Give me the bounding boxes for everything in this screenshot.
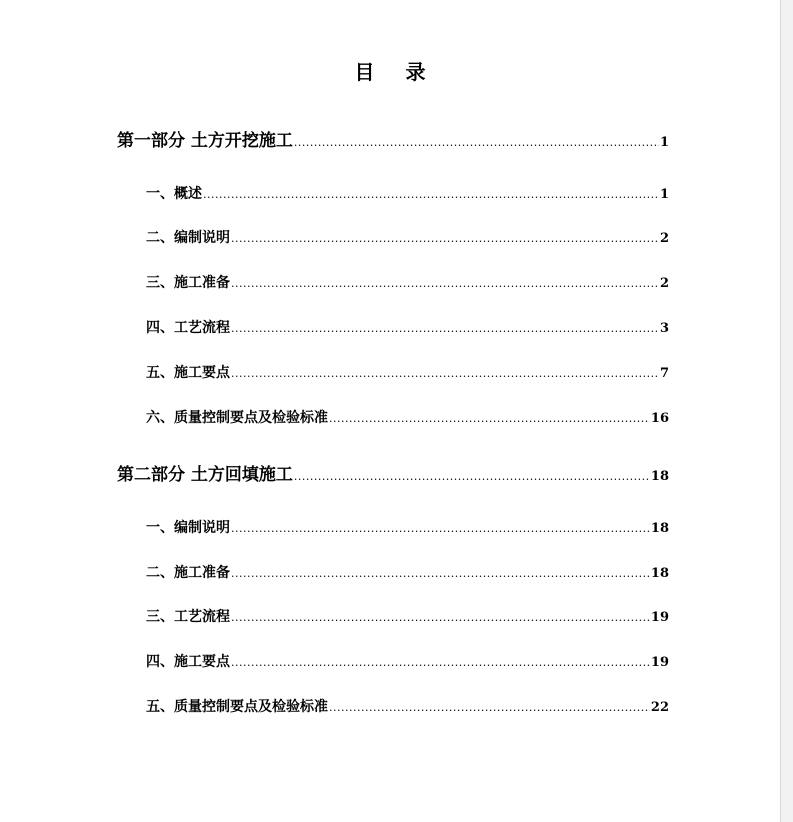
toc-entry-part-2[interactable] — [117, 460, 669, 485]
toc-entry-2-1[interactable] — [146, 517, 669, 537]
toc-dot-leader — [231, 522, 650, 535]
toc-entry-2-5[interactable] — [146, 696, 669, 716]
toc-entry-1-1[interactable] — [146, 183, 669, 203]
toc-entry-page: 2 — [659, 231, 669, 246]
toc-entry-page: 1 — [659, 135, 669, 150]
toc-dot-leader — [231, 656, 650, 669]
toc-entry-page: 18 — [650, 521, 669, 536]
toc-entry-2-4[interactable] — [146, 651, 669, 671]
toc-entry-label: 二、编制说明 — [146, 230, 230, 246]
toc-entry-page: 16 — [650, 411, 669, 426]
toc-entry-page: 2 — [659, 276, 669, 291]
toc-entry-page: 22 — [650, 700, 669, 715]
toc-entry-1-5[interactable] — [146, 362, 669, 382]
toc-entry-label: 四、工艺流程 — [146, 320, 230, 336]
toc-dot-leader — [231, 611, 650, 624]
page-title: 目 录 — [354, 60, 438, 84]
toc-entry-1-6[interactable] — [146, 407, 669, 427]
toc-dot-leader — [231, 322, 659, 335]
toc-dot-leader — [203, 188, 659, 201]
toc-dot-leader — [294, 136, 659, 149]
toc-entry-label: 五、质量控制要点及检验标准 — [146, 699, 328, 715]
toc-entry-label: 二、施工准备 — [146, 565, 230, 581]
toc-entry-page: 3 — [659, 321, 669, 336]
toc-dot-leader — [329, 701, 650, 714]
toc-entry-page: 19 — [650, 610, 669, 625]
toc-entry-part-1[interactable] — [117, 126, 669, 151]
toc-dot-leader — [231, 367, 659, 380]
toc-entry-label: 一、编制说明 — [146, 520, 230, 536]
toc-entry-label: 三、工艺流程 — [146, 609, 230, 625]
toc-entry-label: 第一部分 土方开挖施工 — [117, 131, 293, 151]
toc-entry-1-4[interactable] — [146, 317, 669, 337]
toc-dot-leader — [329, 412, 650, 425]
toc-entry-label: 五、施工要点 — [146, 365, 230, 381]
toc-entry-label: 一、概述 — [146, 186, 202, 202]
toc-entry-page: 18 — [650, 469, 669, 484]
toc-entry-2-2[interactable] — [146, 562, 669, 582]
toc-entry-1-3[interactable] — [146, 272, 669, 292]
toc-entry-page: 19 — [650, 655, 669, 670]
toc-entry-page: 1 — [659, 187, 669, 202]
toc-entry-page: 7 — [659, 366, 669, 381]
toc-entry-label: 四、施工要点 — [146, 654, 230, 670]
toc-entry-1-2[interactable] — [146, 227, 669, 247]
toc-dot-leader — [294, 470, 650, 483]
viewer-scroll-edge[interactable] — [780, 0, 793, 822]
toc-entry-label: 第二部分 土方回填施工 — [117, 465, 293, 485]
toc-entry-page: 18 — [650, 566, 669, 581]
toc-dot-leader — [231, 277, 659, 290]
toc-dot-leader — [231, 232, 659, 245]
toc-dot-leader — [231, 567, 650, 580]
toc-entry-label: 三、施工准备 — [146, 275, 230, 291]
toc-entry-2-3[interactable] — [146, 606, 669, 626]
toc-entry-label: 六、质量控制要点及检验标准 — [146, 410, 328, 426]
